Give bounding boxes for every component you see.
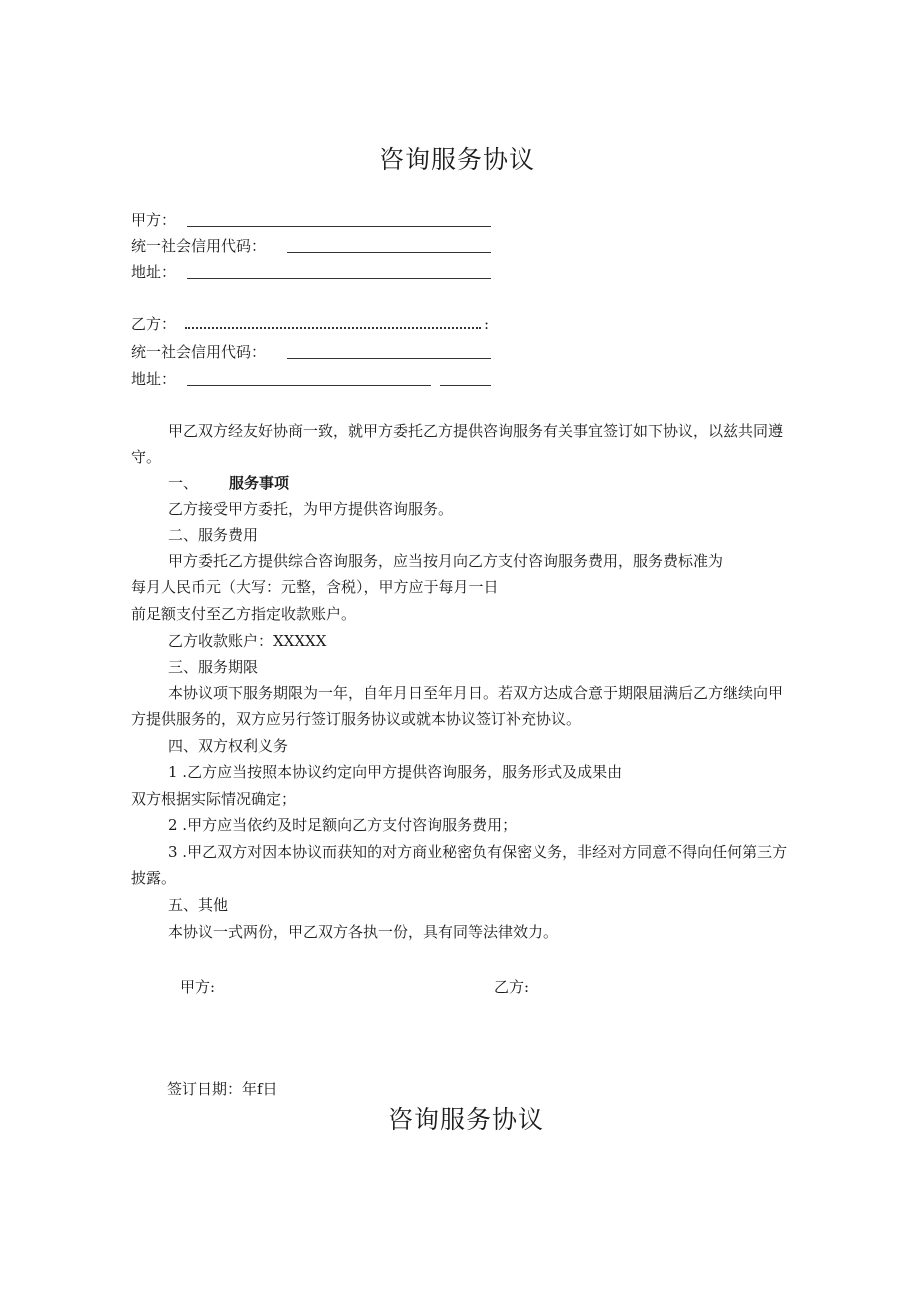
party-a-label: 甲方： xyxy=(131,211,177,229)
section-4-item-1-line-2: 双方根据实际情况确定； xyxy=(131,790,297,808)
section-3-paragraph xyxy=(131,680,791,732)
section-4-item-2: 2 .甲方应当依约及时足额向乙方支付咨询服务费用； xyxy=(168,816,518,834)
section-4-title: 四、双方权利义务 xyxy=(168,737,289,755)
signing-date: 签订日期：年f日 xyxy=(167,1080,278,1098)
section-2-body-line-3: 前足额支付至乙方指定收款账户。 xyxy=(131,605,357,623)
section-1-title: 服务事项 xyxy=(229,474,290,492)
party-b-address-label: 地址： xyxy=(131,370,177,388)
section-1-number: 一、 xyxy=(168,474,199,492)
section-4-item-3: 3 .甲乙双方对因本协议而获知的对方商业秘密负有保密义务，非经对方同意不得向任何第三方披露。 xyxy=(131,843,788,887)
signature-party-a: 甲方: xyxy=(180,978,216,996)
party-b-credit-code-label: 统一社会信用代码： xyxy=(131,343,267,361)
party-a-credit-code-label: 统一社会信用代码： xyxy=(131,237,267,255)
party-b-credit-code-line xyxy=(287,358,491,359)
section-5-title: 五、其他 xyxy=(168,896,229,914)
intro-paragraph xyxy=(131,418,791,470)
section-4-item-1-line-1: 1 .乙方应当按照本协议约定向甲方提供咨询服务，服务形式及成果由 xyxy=(168,763,623,781)
section-2-account: 乙方收款账户：XXXXX xyxy=(168,632,327,650)
section-5-body: 本协议一式两份，甲乙双方各执一份，具有同等法律效力。 xyxy=(168,923,559,941)
section-2-title: 二、服务费用 xyxy=(168,526,259,544)
section-3-title: 三、服务期限 xyxy=(168,658,259,676)
intro-text: 甲乙双方经友好协商一致，就甲方委托乙方提供咨询服务有关事宜签订如下协议，以兹共同遵守。 xyxy=(131,422,784,466)
party-a-address-line xyxy=(187,278,491,279)
party-b-name-dotted-line xyxy=(185,327,481,329)
section-2-body-line-2: 每月人民币元（大写：元整，含税），甲方应于每月一日 xyxy=(131,578,499,596)
document-title: 咨询服务协议 xyxy=(379,145,536,174)
party-b-address-line-1 xyxy=(187,385,431,386)
party-b-label: 乙方： xyxy=(131,315,177,333)
section-3-body: 本协议项下服务期限为一年，自年月日至年月日。若双方达成合意于期限届满后乙方继续向甲方提供服务的，双方应另行签订服务协议或就本协议签订补充协议。 xyxy=(131,684,784,728)
party-b-trailing-colon: : xyxy=(484,315,490,333)
party-a-address-label: 地址： xyxy=(131,263,177,281)
section-1-body: 乙方接受甲方委托，为甲方提供咨询服务。 xyxy=(168,500,454,518)
next-page-title: 咨询服务协议 xyxy=(388,1105,545,1134)
section-2-body-line-1: 甲方委托乙方提供综合咨询服务，应当按月向乙方支付咨询服务费用，服务费标准为 xyxy=(168,552,724,570)
party-a-name-line xyxy=(187,226,491,227)
party-b-address-line-2 xyxy=(440,385,491,386)
section-4-item-3-paragraph xyxy=(131,839,791,891)
party-a-credit-code-line xyxy=(287,252,491,253)
signature-party-b: 乙方: xyxy=(494,978,530,996)
